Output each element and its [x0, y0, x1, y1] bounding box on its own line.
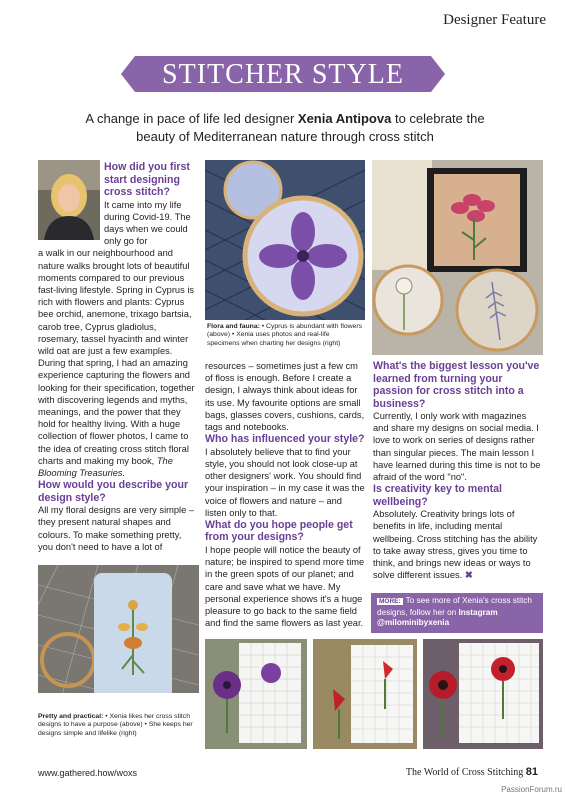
answer-how-started-intro: It came into my life during Covid-19. The days when we could only go for [104, 199, 191, 247]
answer-how-started: a walk in our neighbourhood and nature walks brought lots of beautiful moments compared to our previous fast-living lifestyle. Spring in Cyprus is rich with flowers and plants: Cyprus bee orchid, anemone, trixago bartsia, carob tree, Cyprus gladiolus, rosemary, tassel hyacinth and winter wild oat are just a few examples. During that spring, I had an amazing experience capturing the flowers and looking for their specification, together with discovering legends and myths, meanings, and the power that they hold for healthy living. With a huge collection of flower photos, I came to the idea of creating cross stitch floral charts and making my book, [38, 248, 195, 466]
question-creativity-wellbeing: Is creativity key to mental wellbeing? [373, 483, 502, 508]
end-mark-icon: ✖ [464, 570, 473, 581]
photo-chart-red-poppy [423, 639, 543, 749]
question-biggest-lesson: What's the biggest lesson you've learned from turning your passion for cross stitch into a business? [373, 360, 540, 410]
caption-flora-fauna-text: • Cyprus is abundant with flowers (above) • Xenia uses photos and real-life specimens when charting her designs (right) [207, 323, 362, 347]
caption-flora-fauna [207, 323, 363, 348]
photo-embroidered-pouch [38, 565, 199, 710]
photo-chart-poppy-purple [205, 639, 307, 749]
caption-flora-fauna-label: Flora and fauna: [207, 323, 260, 330]
more-text: To see more of Xenia's cross stitch designs, follow her on [377, 596, 532, 617]
intro-after: to celebrate the beauty of Mediterranean nature through cross stitch [136, 111, 485, 144]
question-hopes: What do you hope people get from your designs? [205, 518, 353, 544]
page-title: STITCHER STYLE [162, 59, 404, 90]
answer-biggest-lesson: Currently, I only work with magazines and share my designs on social media. I love to work on series of designs rather than singular pieces. The main lesson I have learned during this time is not to be afraid of the word "no". [373, 411, 541, 483]
more-tag: MORE: [379, 598, 401, 605]
designer-name: Xenia Antipova [297, 111, 392, 126]
more-info-box [371, 593, 543, 633]
watermark: PassionForum.ru [501, 785, 562, 794]
column-2 [205, 360, 365, 629]
column-3 [373, 360, 543, 581]
question-design-style: How would you describe your design style? [38, 479, 189, 504]
photo-chart-red-flower [313, 639, 417, 749]
answer-design-style: All my floral designs are very simple – they present natural shapes and colours. To make something pretty, you don't need to have a lot of [38, 505, 195, 552]
answer-design-style-continued: resources – sometimes just a few cm of floss is enough. Before I create a design, I always think about ideas for its use. My favourite options are small bags, glasses covers, cushions, cards, tags and notebooks. [205, 361, 365, 433]
caption-pretty-practical-label: Pretty and practical: [38, 713, 104, 720]
answer-creativity-wellbeing: Absolutely. Creativity brings lots of benefits in life, including mental wellbeing. Cross stitching has the ability to take away stress, gives you time to think, and brings new ideas or ways to solve different issues. [373, 509, 538, 581]
caption-pretty-practical [38, 713, 198, 738]
answer-hopes: I hope people will notice the beauty of nature; be inspired to spend more time in the green spots of our planet; and care and save what we have. My personal experience shows it's a huge pleasure to go back to the same field and find the same flowers as last year. [205, 544, 365, 629]
instagram-handle[interactable]: @milominibyxenia [377, 618, 450, 627]
column-1 [38, 161, 196, 553]
caption-pretty-practical-text: • Xenia likes her cross stitch designs to have a purpose (above) • She keeps her designs simple and lifelike (right) [38, 713, 193, 737]
footer-folio [406, 766, 538, 778]
photo-flower-collage [372, 160, 543, 355]
photo-flower-hoop [205, 160, 365, 320]
intro-before: A change in pace of life led designer [85, 111, 298, 126]
question-how-started: How did you first start designing cross stitch? [104, 161, 190, 198]
section-label: Designer Feature [443, 12, 546, 28]
page-number: 81 [525, 766, 538, 778]
title-banner [135, 56, 431, 92]
more-platform: Instagram [458, 607, 498, 617]
magazine-name: The World of Cross Stitching [405, 767, 524, 778]
footer-url[interactable]: www.gathered.how/woxs [38, 768, 138, 778]
book-title: The Blooming Treasuries. [38, 455, 173, 478]
standfirst [70, 110, 500, 146]
question-influences: Who has influenced your style? [205, 433, 365, 446]
answer-influences: I absolutely believe that to find your style, you should not look close-up at other designers' work. You should find your inspiration – in my case it was the voice of flowers and nature – and listen only to that. [205, 446, 365, 518]
